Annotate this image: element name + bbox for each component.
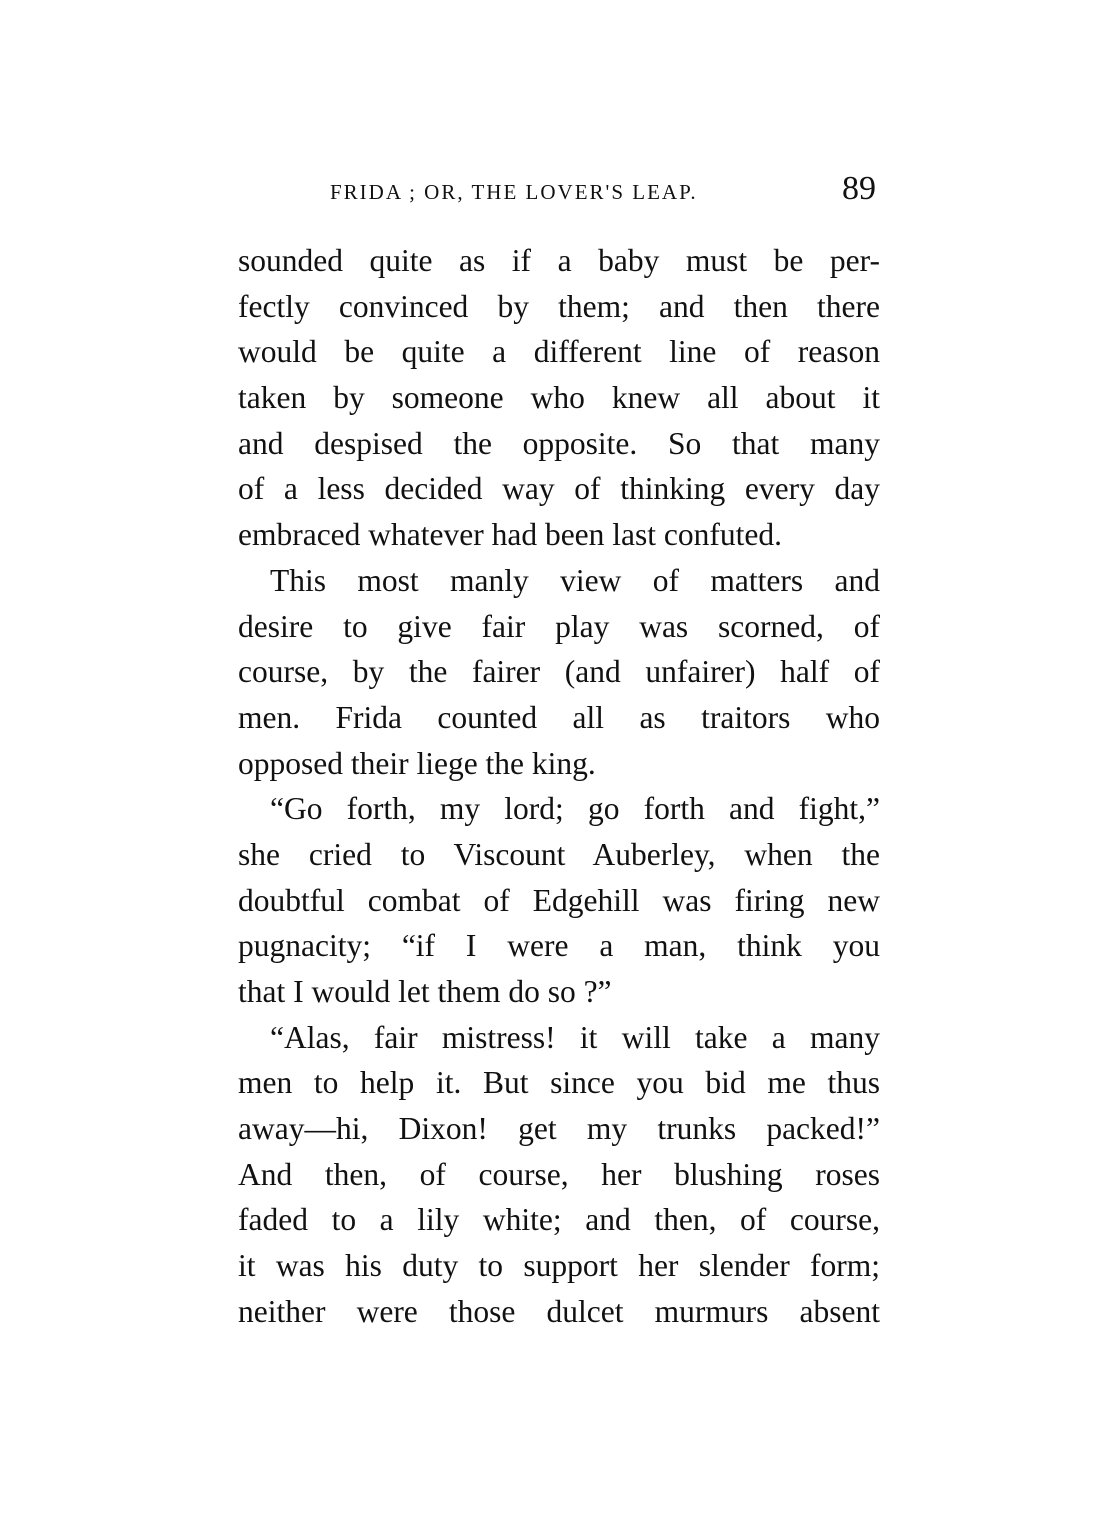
body-text bbox=[238, 238, 880, 1335]
text-line: doubtful combat of Edgehill was firing new bbox=[238, 882, 880, 918]
text-line: away—hi, Dixon! get my trunks packed!” bbox=[238, 1111, 880, 1147]
text-line: of a less decided way of thinking every day bbox=[238, 471, 880, 507]
text-line: neither were those dulcet murmurs absent bbox=[238, 1293, 880, 1329]
text-line: would be quite a different line of reason bbox=[238, 334, 880, 370]
text-line: “Alas, fair mistress! it will take a many bbox=[270, 1019, 880, 1055]
text-line: men to help it. But since you bid me thus bbox=[238, 1065, 880, 1101]
text-line: embraced whatever had been last confuted. bbox=[238, 517, 782, 553]
text-line: course, by the fairer (and unfairer) half of bbox=[238, 654, 880, 690]
running-title: FRIDA ; OR, THE LOVER'S LEAP. bbox=[330, 180, 698, 204]
text-line: and despised the opposite. So that many bbox=[238, 425, 880, 461]
text-line: desire to give fair play was scorned, of bbox=[238, 608, 880, 644]
text-line: it was his duty to support her slender form; bbox=[238, 1248, 880, 1284]
text-line: taken by someone who knew all about it bbox=[238, 380, 880, 416]
text-line: pugnacity; “if I were a man, think you bbox=[238, 928, 880, 964]
text-line: she cried to Viscount Auberley, when the bbox=[238, 836, 880, 872]
text-line: “Go forth, my lord; go forth and fight,” bbox=[270, 791, 880, 827]
text-line: fectly convinced by them; and then there bbox=[238, 288, 880, 324]
text-line: faded to a lily white; and then, of course, bbox=[238, 1202, 880, 1238]
text-line: opposed their liege the king. bbox=[238, 745, 596, 781]
text-line: sounded quite as if a baby must be per- bbox=[238, 243, 880, 278]
text-line: that I would let them do so ?” bbox=[238, 974, 612, 1009]
text-line: And then, of course, her blushing roses bbox=[238, 1156, 880, 1192]
page-number: 89 bbox=[842, 170, 876, 207]
text-line: This most manly view of matters and bbox=[270, 562, 880, 598]
text-line: men. Frida counted all as traitors who bbox=[238, 699, 880, 735]
